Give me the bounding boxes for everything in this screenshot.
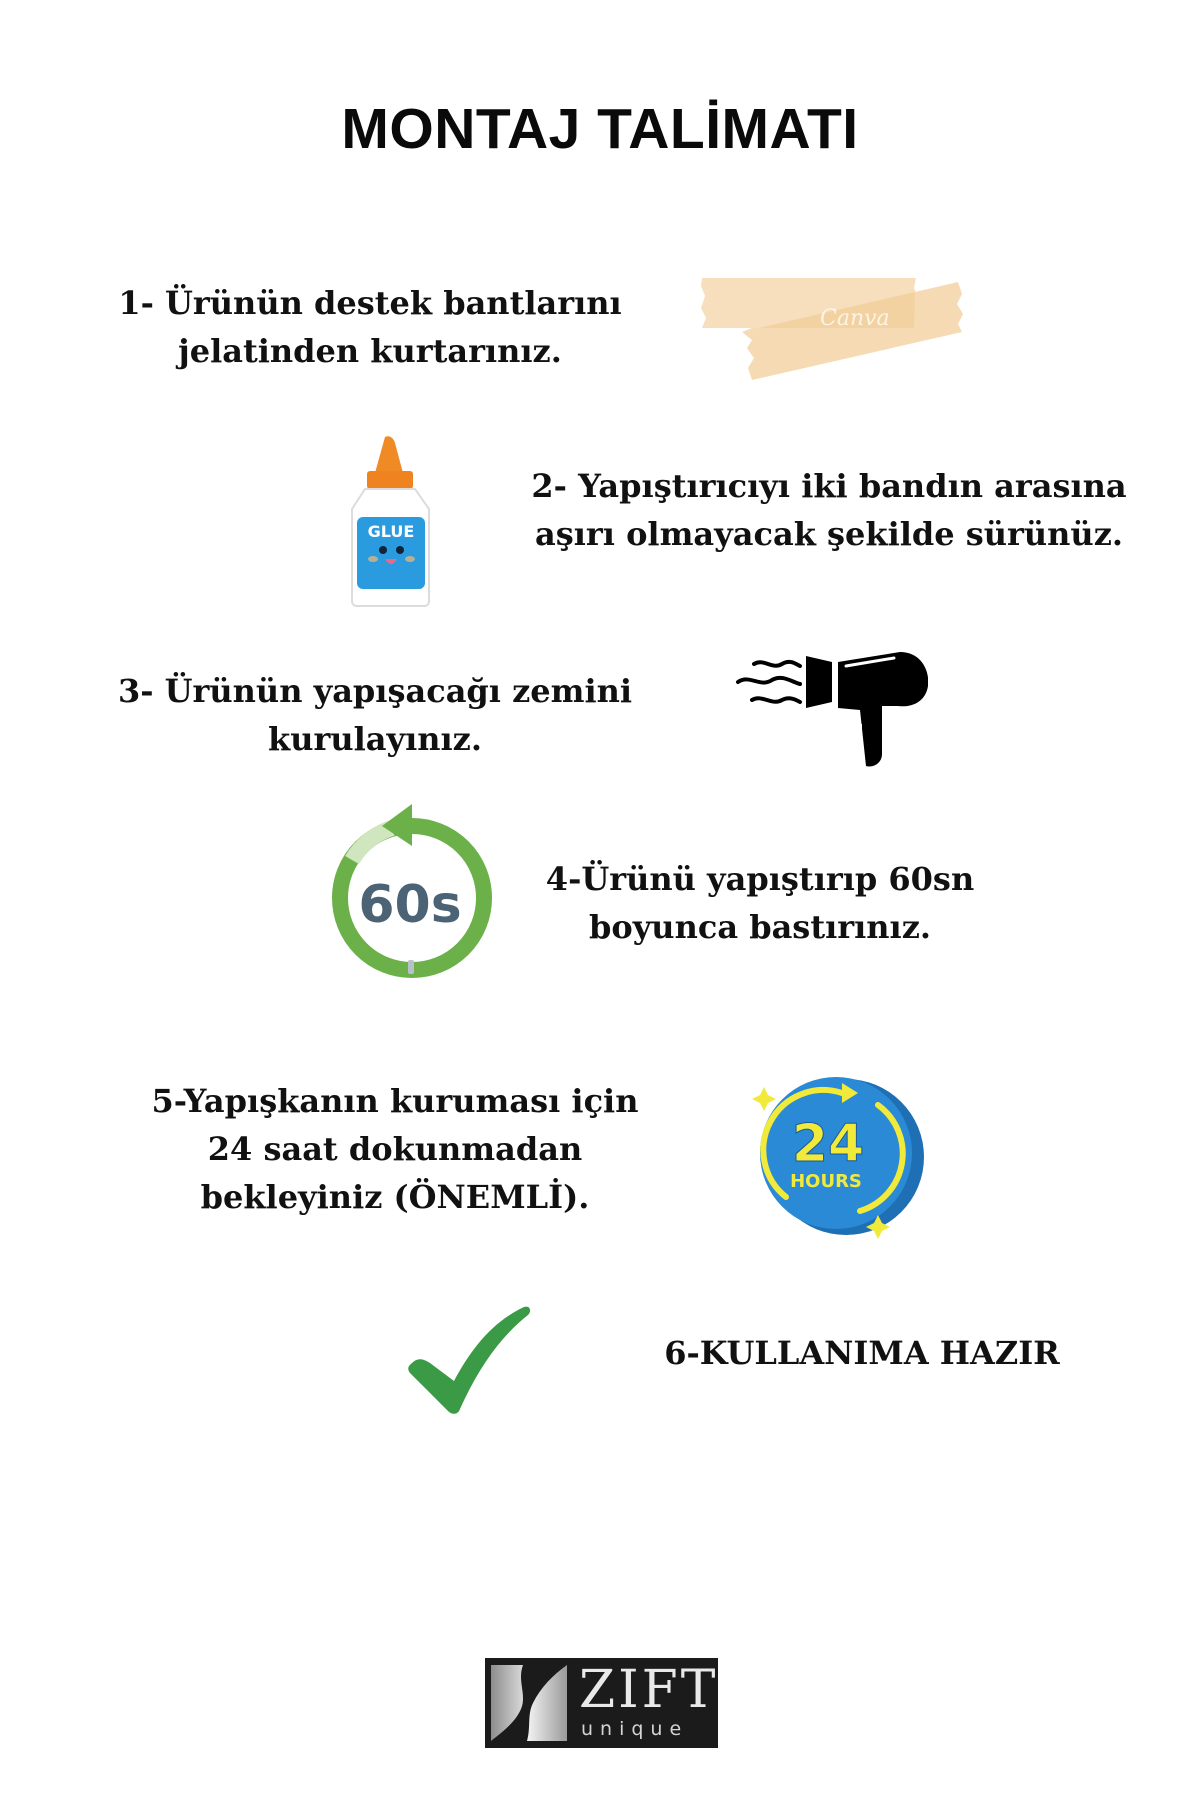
- logo-mark-icon: [491, 1665, 567, 1741]
- step-6-text: [642, 1329, 1082, 1377]
- logo-tagline-text: unique: [581, 1718, 689, 1740]
- step-2-line-1: 2- Yapıştırıcıyı iki bandın arasına: [531, 467, 1127, 505]
- step-5-text: [120, 1077, 670, 1221]
- step-1-line-2: jelatinden kurtarınız.: [178, 332, 562, 370]
- step-6-line-1: 6-KULLANIMA HAZIR: [664, 1334, 1060, 1372]
- step-3-line-2: kurulayınız.: [268, 720, 482, 758]
- step-5-line-3: bekleyiniz (ÖNEMLİ).: [200, 1178, 590, 1216]
- checkmark-icon: [408, 1305, 533, 1415]
- logo-brand-text: ZIFT: [579, 1660, 719, 1720]
- step-5-line-2: 24 saat dokunmadan: [207, 1130, 583, 1168]
- brand-logo: [485, 1658, 718, 1748]
- hair-dryer-icon: [732, 650, 928, 770]
- step-4-text: [530, 855, 990, 951]
- step-5-line-1: 5-Yapışkanın kuruması için: [151, 1082, 639, 1120]
- step-4-line-2: boyunca bastırınız.: [588, 908, 931, 946]
- timer-60s-icon: [330, 800, 495, 980]
- step-1-line-1: 1- Ürünün destek bantlarını: [118, 284, 622, 322]
- glue-label: GLUE: [367, 522, 415, 541]
- timer-label: 60s: [358, 875, 462, 935]
- 24-hours-icon: [750, 1065, 930, 1245]
- step-3-line-1: 3- Ürünün yapışacağı zemini: [117, 672, 633, 710]
- step-2-line-2: aşırı olmayacak şekilde sürünüz.: [535, 515, 1123, 553]
- page-title: MONTAJ TALİMATI: [341, 97, 859, 161]
- watermark-text: Canva: [820, 306, 890, 331]
- glue-bottle-icon: [345, 435, 440, 607]
- tape-icon: [700, 270, 975, 380]
- hours-number: 24: [791, 1114, 865, 1174]
- step-2-text: [494, 462, 1164, 558]
- hours-text: HOURS: [790, 1171, 862, 1192]
- step-3-text: [90, 667, 660, 763]
- step-1-text: [90, 279, 650, 375]
- step-4-line-1: 4-Ürünü yapıştırıp 60sn: [545, 860, 975, 898]
